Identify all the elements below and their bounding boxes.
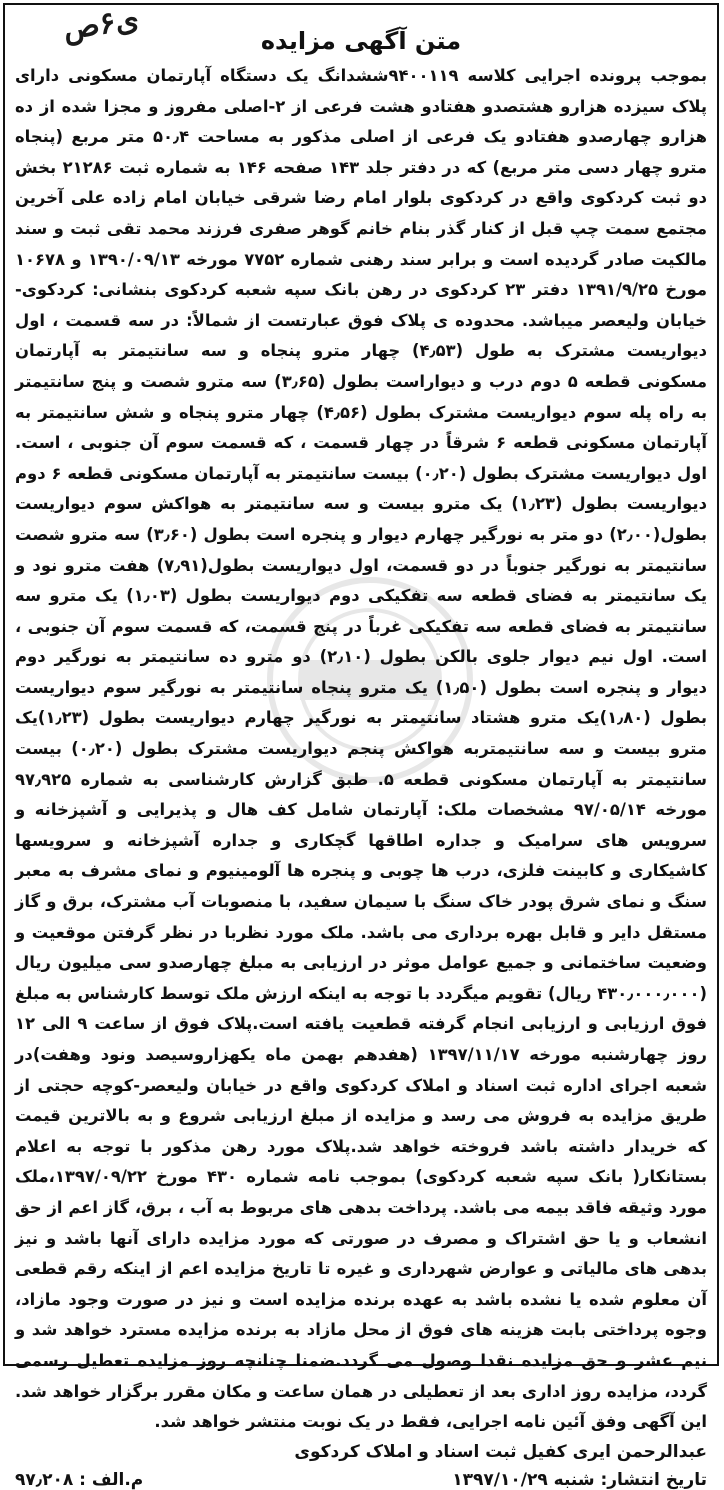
auction-notice (3, 1, 719, 1490)
handwritten-mark: ی۶ص (60, 1, 141, 48)
signature-line: عبدالرحمن ایری کفیل ثبت اسناد و املاک کردکوی (294, 1441, 707, 1462)
notice-title: متن آگهی مزایده (260, 27, 462, 55)
notice-footer (15, 1470, 707, 1490)
notice-body: بموجب پرونده اجرایی کلاسه ۹۴۰۰۱۱۹ششدانگ یک دستگاه آپارتمان مسکونی دارای پلاک سیزده هزارو هشتصدو هفتادو هشت فرعی از ۲-اصلی مفروز و مجزا شده از ده هزارو چهارصدو هفتادو یک فرعی از اصلی مذکور به مساحت ۵۰٫۴ متر مربع (پنجاه مترو چهار دسی متر مربع) که در دفتر جلد ۱۴۳ صفحه ۱۴۶ به شماره ثبت ۲۱۲۸۶ بخش دو ثبت کردکوی واقع در کردکوی بلوار امام رضا شرقی خیابان امام زاده علی آخرین مجتمع سمت چپ قبل از کنار گذر بنام خانم گوهر صفری فرزند محمد تقی ثبت و سند مالکیت صادر گردیده است و برابر سند رهنی شماره ۷۷۵۲ مورخه ۱۳۹۰/۰۹/۱۳ و ۱۰۶۷۸ مورخ ۱۳۹۱/۹/۲۵ دفتر ۲۳ کردکوی در رهن بانک سپه شعبه کردکوی بنشانی: کردکوی-خیابان ولیعصر میباشد. محدوده ی پلاک فوق عبارتست از شمالاً: در سه قسمت ، اول دیواریست مشترک به طول (۴٫۵۳) چهار مترو پنجاه و سه سانتیمتر به آپارتمان مسکونی قطعه ۵ دوم درب و دیواراست بطول (۳٫۶۵) سه مترو شصت و پنج سانتیمتر به راه پله سوم دیواریست مشترک بطول (۴٫۵۶) چهار مترو پنجاه و شش سانتیمتر به آپارتمان مسکونی قطعه ۶ شرقاً در چهار قسمت ، که قسمت سوم آن جنوبی ، است. اول دیواریست مشترک بطول (۰٫۲۰) بیست سانتیمتر به آپارتمان مسکونی قطعه ۶ دوم دیواریست بطول (۱٫۲۳) یک مترو بیست و سه سانتیمتر به هواکش سوم دیواریست بطول(۲٫۰۰) دو متر به نورگیر چهارم دیوار و پنجره است بطول (۳٫۶۰) سه مترو شصت سانتیمتر به نورگیر جنوباً در دو قسمت، اول دیواریست بطول(۷٫۹۱) هفت مترو نود و یک سانتیمتر به فضای قطعه سه تفکیکی دوم دیواریست بطول (۱٫۰۳) یک مترو سه سانتیمتر به فضای قطعه سه تفکیکی غرباً در پنج قسمت، که قسمت سوم آن جنوبی ، است. اول نیم دیوار جلوی بالکن بطول (۲٫۱۰) دو مترو ده سانتیمتر به نورگیر دوم دیوار و پنجره است بطول (۱٫۵۰) یک مترو پنجاه سانتیمتر به نورگیر سوم دیواریست بطول (۱٫۸۰)یک مترو هشتاد سانتیمتر به نورگیر چهارم دیواریست بطول (۱٫۲۳)یک مترو بیست و سه سانتیمتربه هواکش پنجم دیواریست مشترک بطول (۰٫۲۰) بیست سانتیمتر به آپارتمان مسکونی قطعه ۵. طبق گزارش کارشناسی به شماره ۹۷٫۹۲۵ مورخه ۹۷/۰۵/۱۴ مشخصات ملک: آپارتمان شامل کف هال و پذیرایی و آشپزخانه و سرویس های سرامیک و جداره اطاقها گچکاری و جداره آشپزخانه و سرویسها کاشیکاری و کابینت فلزی، درب ها چوبی و پنجره ها آلومینیوم و نمای مشرف به معبر سنگ و نمای شرق پودر خاک سنگ با سیمان سفید، با منصوبات آب مشترک، برق و گاز مستقل دایر و قابل بهره برداری می باشد. ملک مورد نظربا در نظر گرفتن موقعیت و وضعیت ساختمانی و جمیع عوامل موثر در ارزیابی به مبلغ چهارصدو سی میلیون ریال (۴۳۰٫۰۰۰٫۰۰۰ ریال) تقویم میگردد با توجه به اینکه ارزش ملک توسط کارشناس به مبلغ فوق ارزیابی و ارزیابی انجام گرفته قطعیت یافته است.پلاک فوق از ساعت ۹ الی ۱۲ روز چهارشنبه مورخه ۱۳۹۷/۱۱/۱۷ (هفدهم بهمن ماه یکهزاروسیصد ونود وهفت)در شعبه اجرای اداره ثبت اسناد و املاک کردکوی واقع در خیابان ولیعصر-کوچه حجتی از طریق مزایده به فروش می رسد و مزایده از مبلغ ارزیابی شروع و به بالاترین قیمت که خریدار داشته باشد فروخته خواهد شد.پلاک مورد رهن مذکور با توجه به اعلام بستانکار( بانک سپه شعبه کردکوی) بموجب نامه شماره ۴۳۰ مورخ ۱۳۹۷/۰۹/۲۲،ملک مورد وثیقه فاقد بیمه می باشد. پرداخت بدهی های مربوط به آب ، برق، گاز اعم از حق انشعاب و یا حق اشتراک و مصرف در صورتی که مورد مزایده دارای آنها باشد و نیز بدهی های مالیاتی و عوارض شهرداری و غیره تا تاریخ مزایده اعم از اینکه رقم قطعی آن معلوم شده یا نشده باشد به عهده برنده مزایده است و نیز در صورت وجود مازاد، وجوه پرداختی بابت هزینه های فوق از محل مازاد به برنده مزایده مسترد خواهد شد و نیم عشر و حق مزایده نقدا وصول می گردد.ضمنا چنانچه روز مزایده تعطیل رسمی گردد، مزایده روز اداری بعد از تعطیلی در همان ساعت و مکان مقرر برگزار خواهد شد. این آگهی وفق آئین نامه اجرایی، فقط در یک نوبت منتشر خواهد شد. (15, 66, 708, 1432)
reference-code: م.الف : ۹۷٫۲۰۸ (15, 1469, 144, 1490)
publish-date: تاریخ انتشار: شنبه ۱۳۹۷/۱۰/۲۹ (452, 1469, 707, 1490)
